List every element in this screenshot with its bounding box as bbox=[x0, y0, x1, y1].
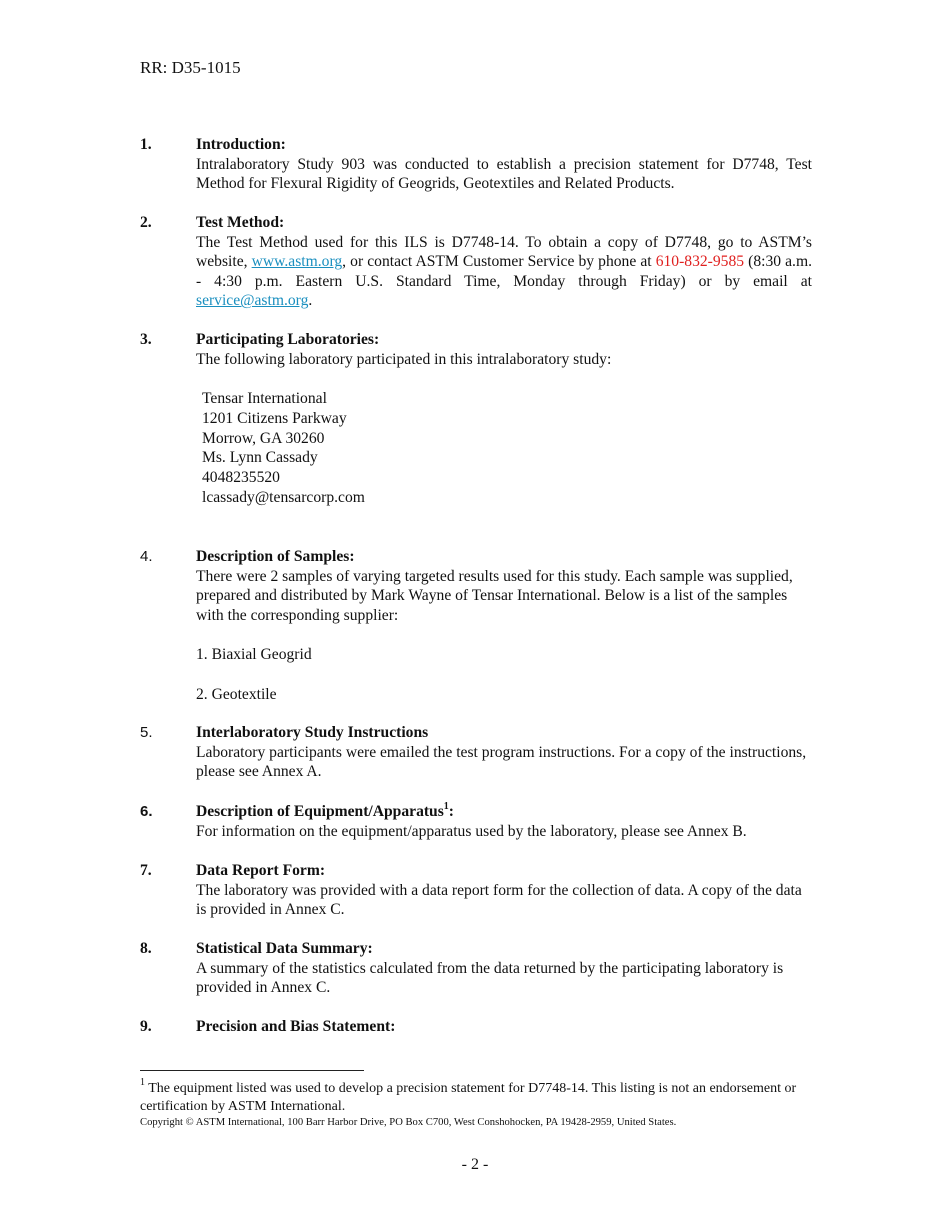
section-title: Description of Samples: bbox=[196, 548, 355, 565]
section-title: Participating Laboratories: bbox=[196, 331, 380, 348]
section-text: A summary of the statistics calculated from the data returned by the participating laboratory is provided in Annex C. bbox=[196, 959, 784, 997]
section-study-instructions bbox=[140, 723, 812, 782]
section-number: 5. bbox=[140, 724, 153, 741]
section-title: Description of Equipment/Apparatus$^1$: bbox=[196, 800, 454, 820]
footnote-marker: 1 bbox=[140, 1077, 145, 1089]
footnote-divider bbox=[140, 1070, 364, 1071]
section-equipment-apparatus bbox=[140, 802, 812, 841]
section-number: 4. bbox=[140, 548, 153, 565]
section-statistical-summary bbox=[140, 939, 812, 998]
lab-city: Morrow, GA 30260 bbox=[202, 429, 325, 447]
section-precision-bias bbox=[140, 1017, 812, 1037]
section-test-method bbox=[140, 213, 812, 311]
lab-email: lcassady@tensarcorp.com bbox=[202, 488, 365, 506]
lab-phone: 4048235520 bbox=[202, 469, 280, 486]
service-email-link[interactable]: service@astm.org bbox=[196, 292, 309, 310]
section-text: The laboratory was provided with a data report form for the collection of data. A copy of the data is provided in Annex C. bbox=[196, 881, 802, 919]
section-number: 9. bbox=[140, 1018, 152, 1035]
customer-service-phone: 610-832-9585 bbox=[655, 253, 745, 271]
lab-street: 1201 Citizens Parkway bbox=[202, 409, 347, 427]
footnote bbox=[140, 1077, 800, 1116]
section-title: Test Method: bbox=[196, 214, 285, 231]
lab-company: Tensar International bbox=[202, 390, 327, 408]
section-title: Interlaboratory Study Instructions bbox=[196, 724, 429, 741]
section-text: The Test Method used for this ILS is D7748-14. To obtain a copy of D7748, go to ASTM’s website, www.astm.org, or contact ASTM Customer Service by phone at 610-832-9585 (8:30 a.m. - 4:30 p.m. Eastern U.S. Standard Time, Monday through Friday) or by email at service@astm.org. bbox=[196, 233, 812, 310]
footnote-reference: 1 bbox=[443, 800, 449, 812]
section-text: Intralaboratory Study 903 was conducted to establish a precision statement for D7748, Test Method for Flexural Rigidity of Geogrids, Geotextiles and Related Products. bbox=[196, 155, 812, 193]
section-title: Statistical Data Summary: bbox=[196, 940, 373, 957]
section-description-of-samples bbox=[140, 547, 812, 705]
section-title: Data Report Form: bbox=[196, 862, 326, 879]
section-title: Precision and Bias Statement: bbox=[196, 1018, 396, 1035]
section-number: 7. bbox=[140, 862, 152, 879]
document-id-header: RR: D35-1015 bbox=[140, 58, 241, 77]
page-number: - 2 - bbox=[461, 1156, 489, 1173]
section-number: 8. bbox=[140, 940, 152, 957]
section-data-report-form bbox=[140, 861, 812, 920]
sample-item: 2. Geotextile bbox=[196, 685, 277, 703]
astm-website-link[interactable]: www.astm.org bbox=[251, 253, 343, 271]
sample-item: 1. Biaxial Geogrid bbox=[196, 646, 312, 664]
section-participating-laboratories bbox=[140, 330, 812, 507]
section-number: 1. bbox=[140, 136, 152, 153]
section-number: 3. bbox=[140, 331, 152, 348]
section-text: For information on the equipment/apparatus used by the laboratory, please see Annex B. bbox=[196, 822, 747, 840]
lab-contact: Ms. Lynn Cassady bbox=[202, 449, 318, 467]
section-number: 2. bbox=[140, 214, 152, 231]
copyright-line: Copyright © ASTM International, 100 Barr Harbor Drive, PO Box C700, West Conshohocken, PA 19428-2959, United States. bbox=[140, 1117, 677, 1128]
section-number: 6. bbox=[140, 803, 153, 820]
section-text: There were 2 samples of varying targeted results used for this study. Each sample was supplied, prepared and distributed by Mark Wayne of Tensar International. Below is a list of the samples with the corresponding supplier: bbox=[196, 567, 793, 624]
section-title: Introduction: bbox=[196, 136, 286, 153]
laboratory-address bbox=[202, 389, 812, 507]
section-introduction bbox=[140, 135, 812, 194]
section-text: Laboratory participants were emailed the test program instructions. For a copy of the instructions, please see Annex A. bbox=[196, 743, 807, 781]
footnote-text: The equipment listed was used to develop a precision statement for D7748-14. This listing is not an endorsement or certification by ASTM International. bbox=[140, 1081, 797, 1114]
section-text: The following laboratory participated in this intralaboratory study: bbox=[196, 350, 612, 368]
